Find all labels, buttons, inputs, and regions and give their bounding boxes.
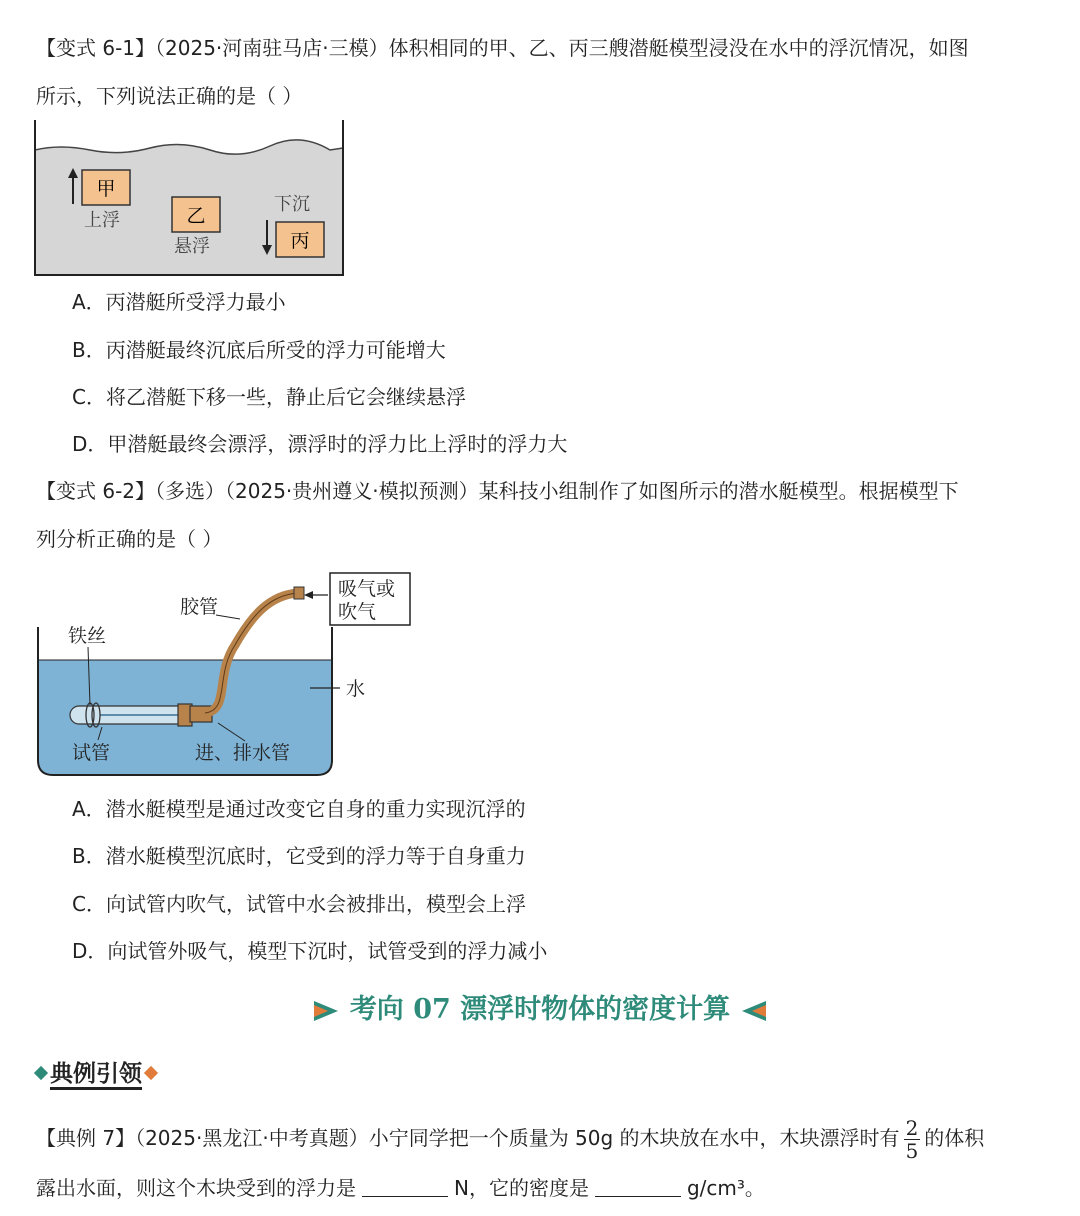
- example-line2-b: N，它的密度是: [454, 1176, 589, 1200]
- q62-option-d[interactable]: D．向试管外吸气，模型下沉时，试管受到的浮力减小: [72, 939, 548, 963]
- label-water: 水: [346, 678, 366, 700]
- right-triangle-icon: [312, 999, 340, 1023]
- example-line1-post: 的体积: [924, 1126, 985, 1150]
- diamond-icon: [34, 1066, 48, 1080]
- q62-stem-line1: 【变式 6-2】（多选）（2025·贵州遵义·模拟预测）某科技小组制作了如图所示的潜水艇模型。根据模型下: [36, 479, 959, 503]
- left-arrow-icon: [304, 591, 328, 599]
- q61-option-a[interactable]: A．丙潜艇所受浮力最小: [72, 290, 286, 314]
- example-line2-a: 露出水面，则这个木块受到的浮力是: [36, 1176, 356, 1200]
- q62-option-c[interactable]: C．向试管内吹气，试管中水会被排出，模型会上浮: [72, 892, 526, 916]
- answer-blank-density[interactable]: [595, 1176, 681, 1197]
- example-heading: [32, 1058, 160, 1090]
- q61-option-d[interactable]: D．甲潜艇最终会漂浮，漂浮时的浮力比上浮时的浮力大: [72, 432, 568, 456]
- q61-option-b[interactable]: B．丙潜艇最终沉底后所受的浮力可能增大: [72, 338, 446, 362]
- section-heading: [0, 990, 1080, 1030]
- example-line2-c: g/cm³。: [686, 1176, 765, 1200]
- example-line1-pre: 【典例 7】（2025·黑龙江·中考真题）小宁同学把一个质量为 50g 的木块放在水中，木块漂浮时有: [36, 1126, 900, 1150]
- label-pipe: 进、排水管: [195, 742, 291, 764]
- diamond-icon: [144, 1066, 158, 1080]
- q62-option-a[interactable]: A．潜水艇模型是通过改变它自身的重力实现沉浮的: [72, 797, 526, 821]
- q62-figure: [30, 565, 430, 780]
- submarine-yi: [172, 197, 220, 232]
- label-hose: 胶管: [180, 596, 219, 618]
- section-title: 考向 07 漂浮时物体的密度计算: [349, 994, 731, 1025]
- label-blow-1: 吸气或: [338, 578, 396, 600]
- fraction-numerator: 2: [905, 1116, 919, 1140]
- test-tube: [70, 706, 190, 724]
- example-line2: [36, 1173, 765, 1203]
- q61-option-c[interactable]: C．将乙潜艇下移一些，静止后它会继续悬浮: [72, 385, 466, 409]
- label-wire: 铁丝: [68, 625, 107, 647]
- label-tube: 试管: [72, 742, 111, 764]
- q62-option-b[interactable]: B．潜水艇模型沉底时，它受到的浮力等于自身重力: [72, 844, 526, 868]
- fraction-two-fifths: [904, 1117, 921, 1162]
- q61-stem-line1: 【变式 6-1】（2025·河南驻马店·三模）体积相同的甲、乙、丙三艘潜艇模型浸没在水中的浮沉情况，如图: [36, 36, 969, 60]
- label-suspend: 悬浮: [174, 236, 210, 257]
- label-float-up: 上浮: [84, 210, 120, 231]
- label-sink: 下沉: [274, 194, 310, 215]
- box-label-yi: 乙: [186, 205, 206, 227]
- q61-stem-line2: 所示，下列说法正确的是（ ）: [36, 84, 303, 108]
- example-heading-text: 典例引领: [50, 1061, 142, 1090]
- q61-figure: [30, 120, 350, 280]
- left-triangle-icon: [740, 999, 768, 1023]
- example-line1: [36, 1117, 984, 1162]
- box-label-bing: 丙: [290, 230, 310, 252]
- fraction-denominator: 5: [905, 1139, 919, 1163]
- box-label-jia: 甲: [96, 178, 116, 200]
- q62-stem-line2: 列分析正确的是（ ）: [36, 527, 223, 551]
- submarine-bing: [276, 222, 324, 257]
- label-blow-2: 吹气: [338, 601, 377, 623]
- submarine-jia: [82, 170, 130, 205]
- answer-blank-buoyancy[interactable]: [362, 1176, 448, 1197]
